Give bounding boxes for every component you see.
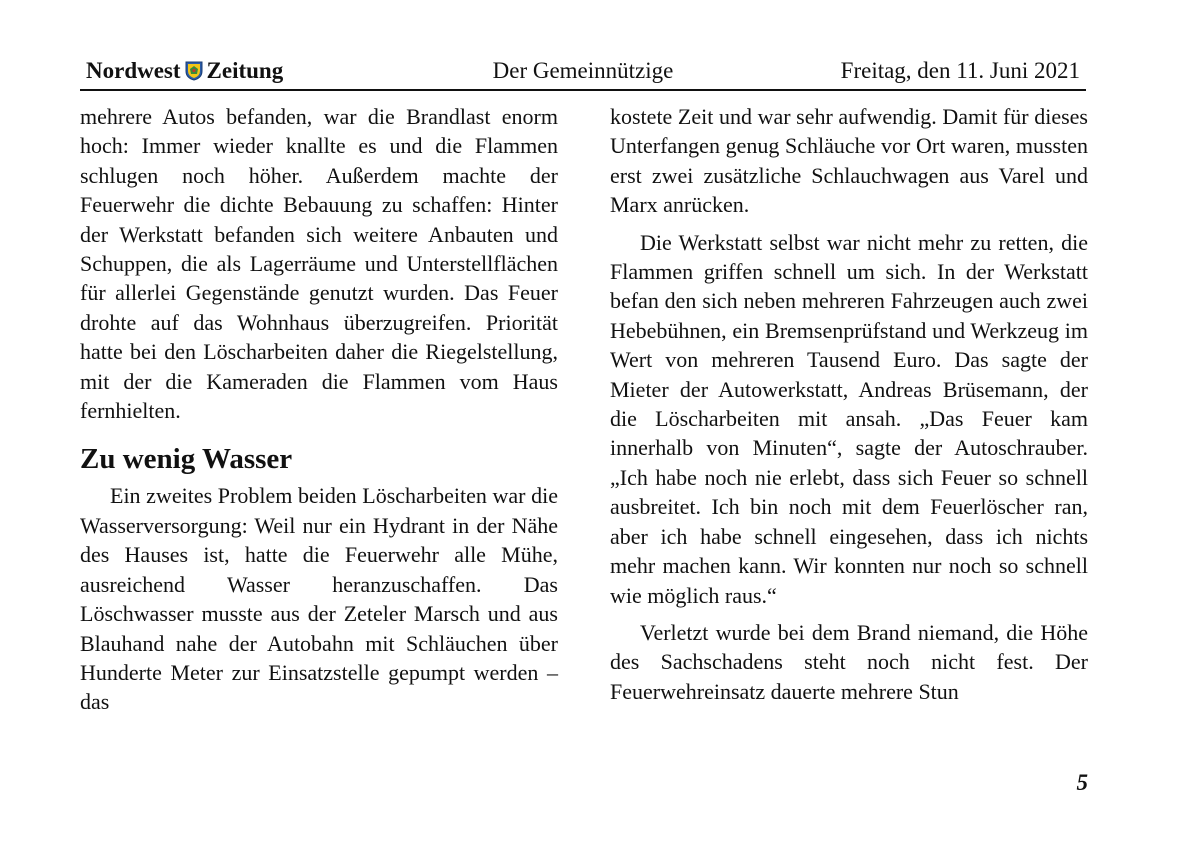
left-paragraph-1: mehrere Autos befanden, war die Brandlast enorm hoch: Immer wieder knallte es und die Flammen schlugen noch höher. Außerdem machte der Feuerwehr die dichte Bebauung zu schaffen: Hinter der Werkstatt befanden sich weitere Anbauten und Schuppen, die als Lagerräume und Unterstellflächen für allerlei Gegenstände genutzt wurden. Das Feuer drohte auf das Wohnhaus überzugreifen. Priorität hatte bei den Löscharbeiten daher die Riegelstellung, mit der die Kameraden die Flammen vom Haus fernhielten. — [80, 104, 558, 424]
left-paragraph-2: Ein zweites Problem beiden Löscharbeiten war die Wasserversorgung: Weil nur ein Hydrant in der Nähe des Hauses ist, hatte die Feuerwehr alle Mühe, ausreichend Wasser heranzuschaffen. Das Löschwasser musste aus der Zeteler Marsch und aus Blauhand nahe der Autobahn mit Schläuchen über Hunderte Meter zur Einsatzstelle gepumpt werden – das — [80, 483, 558, 715]
right-paragraph-2: Die Werkstatt selbst war nicht mehr zu retten, die Flammen griffen schnell um sich. In der Werkstatt befan den sich neben mehreren Fahrzeugen auch zwei Hebebühnen, ein Bremsenprüfstand und Werkzeug im Wert von mehreren Tausend Euro. Das sagte der Mieter der Autowerkstatt, Andreas Brüsemann, der die Löscharbeiten mit ansah. „Das Feuer kam innerhalb von Minuten“, sagte der Autoschrauber. „Ich habe noch nie erlebt, dass sich Feuer so schnell ausbreitet. Ich bin noch mit dem Feuerlöscher ran, aber ich habe schnell eingesehen, dass ich nichts mehr machen kann. Wir konnten nur noch so schnell wie möglich raus.“ — [610, 229, 1088, 608]
page-number: 5 — [1076, 770, 1088, 795]
header-rule — [80, 89, 1086, 91]
publication-title: Der Gemeinnützige — [492, 58, 674, 83]
right-column — [610, 102, 1088, 706]
brand-name-left: Nordwest — [86, 58, 181, 83]
right-paragraph-1: kostete Zeit und war sehr aufwendig. Damit für dieses Unterfangen genug Schläuche vor Ort waren, mussten erst zwei zusätzliche Schlauchwagen aus Varel und Marx anrücken. — [610, 104, 1088, 218]
left-column — [80, 102, 558, 717]
section-subheading: Zu wenig Wasser — [80, 443, 293, 476]
brand-name-right: Zeitung — [206, 58, 284, 83]
right-paragraph-3: Verletzt wurde bei dem Brand niemand, die Höhe des Sachschadens steht noch nicht fest. Der Feuerwehreinsatz dauerte mehrere Stun — [610, 619, 1088, 704]
issue-date: Freitag, den 11. Juni 2021 — [840, 58, 1080, 83]
page-header — [80, 58, 1086, 88]
